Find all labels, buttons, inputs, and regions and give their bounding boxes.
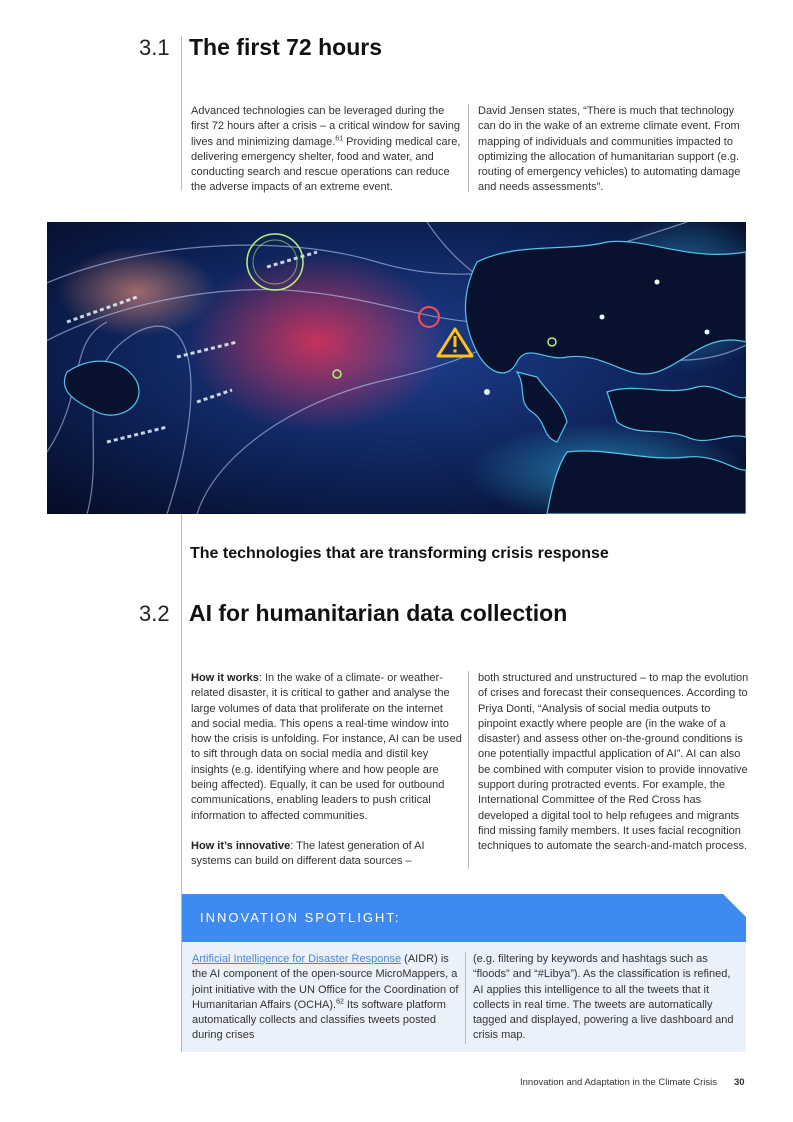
section1-right-text: David Jensen states, “There is much that technology can do in the wake of an extreme climate event. From mapping of individuals and communities impacted to optimizing the allocation of humanitarian support (e.g. routing of emergency vehicles) to automating damage and needs assessments”. bbox=[478, 105, 741, 194]
section-subheading: The technologies that are transforming crisis response bbox=[190, 545, 609, 562]
hero-world-map-image bbox=[47, 222, 746, 514]
how-innovative-text: : The latest generation of AI systems can build on different data sources – bbox=[191, 839, 425, 868]
section1-right-column bbox=[478, 104, 750, 196]
section1-vertical-rule bbox=[181, 36, 182, 190]
section1-left-column bbox=[191, 104, 463, 196]
section2-right-text: both structured and unstructured – to map the evolution of crises and forecast their consequences. According to Priya Donti, “Analysis of social media outputs to pinpoint exactly where people are (in the wake of a disaster) and assess other on-the-ground conditions is one potentially impactful application of AI”. AI can also be combined with computer vision to provide innovative support during protracted events. For example, the International Committee of the Red Cross has developed a digital tool to help refugees and migrants find missing family members. It uses facial recognition techniques to automate the search-and-match process. bbox=[478, 672, 749, 853]
section1-column-divider bbox=[468, 104, 469, 192]
spotlight-left-text-after: Its software platform automatically collects and classifies tweets posted during crises bbox=[192, 998, 446, 1042]
spotlight-left-text: (AIDR) is the AI component of the open-source MicroMappers, a joint initiative with the UN Office for the Coordination of Humanitarian Affairs (OCHA). bbox=[192, 953, 459, 1011]
how-innovative-label: How it’s innovative bbox=[191, 839, 291, 852]
spotlight-column-divider bbox=[465, 952, 466, 1044]
section1-left-text: Advanced technologies can be leveraged during the first 72 hours after a crisis – a critical window for saving lives and minimizing damage. bbox=[191, 105, 460, 148]
section1-title: The first 72 hours bbox=[189, 34, 382, 60]
section2-column-divider bbox=[468, 671, 469, 869]
footnote-ref-62[interactable]: 62 bbox=[336, 998, 344, 1006]
section2-left-column bbox=[191, 671, 463, 870]
how-innovative-paragraph bbox=[191, 839, 463, 870]
spotlight-left-column bbox=[192, 952, 460, 1044]
how-it-works-label: How it works bbox=[191, 672, 259, 684]
spotlight-title: INNOVATION SPOTLIGHT: bbox=[200, 910, 401, 925]
spotlight-right-text: (e.g. filtering by keywords and hashtags such as “floods” and “#Libya”). As the classification is refined, AI applies this intelligence to all the tweets that it collects in real time. The tweets are automatically tagged and displayed, powering a live dashboard and crisis map. bbox=[473, 953, 734, 1042]
section1-left-text-after: Providing medical care, delivering emergency shelter, food and water, and conducting search and rescue operations can reduce the adverse impacts of an extreme event. bbox=[191, 135, 461, 194]
section2-number: 3.2 bbox=[139, 601, 170, 626]
world-map-graphic bbox=[47, 222, 746, 514]
how-it-works-text: : In the wake of a climate- or weather-related disaster, it is critical to gather and analyse the large volumes of data that proliferate on the internet and social media. This opens a real-time window into how the crisis is unfolding. For instance, AI can be used to sift through data on social media and distil key insights (e.g. identifying where and how people are being affected). Equally, it can be used for outbound communications, enabling leaders to push critical information to affected communities. bbox=[191, 672, 462, 822]
footer-title: Innovation and Adaptation in the Climate Crisis bbox=[520, 1077, 717, 1088]
aidr-link[interactable]: Artificial Intelligence for Disaster Response bbox=[192, 953, 402, 965]
section2-right-column bbox=[478, 671, 750, 855]
footnote-ref-61[interactable]: 61 bbox=[335, 134, 344, 142]
how-it-works-paragraph bbox=[191, 671, 463, 824]
page-number: 30 bbox=[734, 1077, 745, 1088]
spotlight-right-column bbox=[473, 952, 735, 1044]
section2-title: AI for humanitarian data collection bbox=[189, 600, 568, 626]
section1-number: 3.1 bbox=[139, 35, 170, 60]
